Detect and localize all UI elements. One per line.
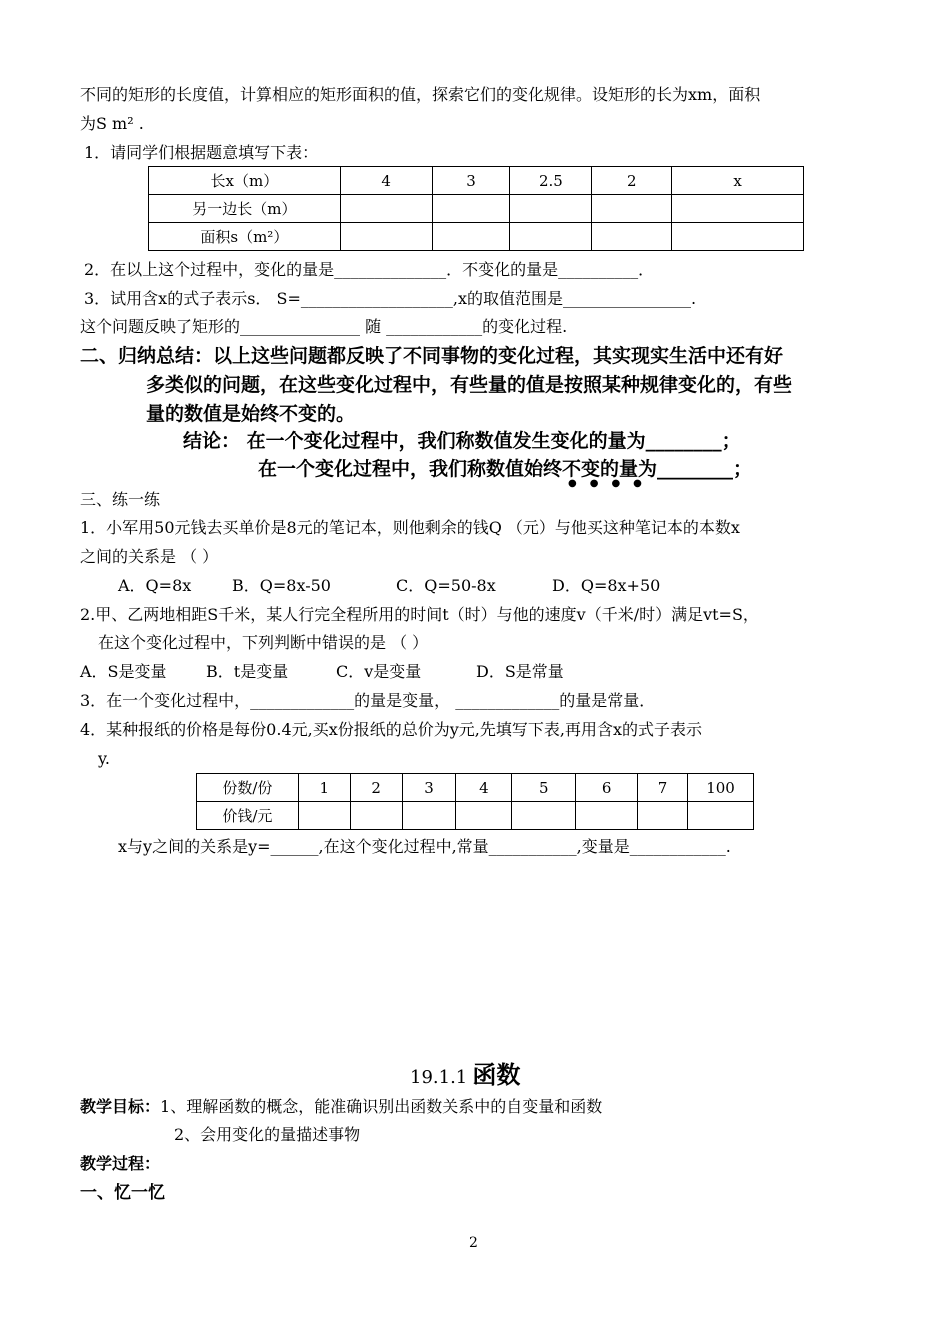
table-cell: 3 [432,167,510,195]
intro-line-2: 为S m² . [80,114,144,133]
part-1-heading: 一、忆一忆 [80,1183,165,1203]
table-cell[interactable] [340,195,432,223]
table-cell: x [672,167,804,195]
practice-heading: 三、练一练 [80,490,161,509]
table-cell: 4 [340,167,432,195]
summary-line-3: 量的数值是始终不变的。 [146,403,356,425]
table-cell: 面积s（m²） [149,223,341,251]
p4-line-1: 4．某种报纸的价格是每份0.4元,买x份报纸的总价为y元,先填写下表,再用含x的式子表示 [80,720,702,739]
summary-line-2: 多类似的问题，在这些变化过程中，有些量的值是按照某种规律变化的，有些 [146,374,793,396]
table-cell[interactable] [512,802,576,830]
goals-line [80,1096,602,1118]
table-cell: 2 [592,167,672,195]
p1-option-b[interactable]: B．Q=8x-50 [232,576,331,595]
table-cell: 1 [298,774,350,802]
q3-text: 3．试用含x的式子表示s． S=___________________,x的取值范围是________________. [84,289,697,308]
table-cell: 长x（m） [149,167,341,195]
table-cell: 7 [638,774,688,802]
summary-line-1: 二、归纳总结：以上这些问题都反映了不同事物的变化过程，其实现实生活中还有好 [80,345,784,367]
table-cell[interactable] [672,223,804,251]
table-cell: 5 [512,774,576,802]
goal-2: 2、会用变化的量描述事物 [174,1125,361,1144]
rectangle-table [148,166,804,251]
emphasis-dots: ●●●● [568,478,655,489]
goals-label: 教学目标： [80,1097,161,1116]
table-cell[interactable] [510,195,592,223]
table-cell[interactable] [592,223,672,251]
table-cell: 2 [350,774,402,802]
q1-label: 1．请同学们根据题意填写下表： [84,143,319,162]
intro-line-1: 不同的矩形的长度值，计算相应的矩形面积的值，探索它们的变化规律。设矩形的长为xm，面积 [80,85,761,104]
process-label: 教学过程： [80,1154,161,1173]
table-cell[interactable] [432,223,510,251]
p2-line-2: 在这个变化过程中，下列判断中错误的是 （ ） [98,633,429,652]
table-cell: 100 [688,774,754,802]
table-cell[interactable] [688,802,754,830]
p2-option-d[interactable]: D．S是常量 [476,662,564,681]
p1-option-c[interactable]: C．Q=50-8x [396,576,496,595]
table-cell[interactable] [638,802,688,830]
p4-line-2: y. [98,749,110,768]
table-cell: 价钱/元 [197,802,299,830]
table-cell: 份数/份 [197,774,299,802]
table-cell[interactable] [402,802,456,830]
table-cell[interactable] [350,802,402,830]
p3-text: 3．在一个变化过程中，_____________的量是变量， _____________的量是常量． [80,691,656,710]
page-number: 2 [469,1235,478,1251]
goal-1: 1、理解函数的概念，能准确识别出函数关系中的自变量和函数 [160,1097,603,1116]
p1-line-1: 1．小军用50元钱去买单价是8元的笔记本，则他剩余的钱Q （元）与他买这种笔记本的本数x [80,518,740,537]
p1-line-2: 之间的关系是 （ ） [80,547,219,566]
p1-option-d[interactable]: D．Q=8x+50 [552,576,661,595]
section-number: 19.1.1 [410,1067,468,1088]
p2-option-b[interactable]: B．t是变量 [206,662,289,681]
conclusion-2: 在一个变化过程中，我们称数值始终不变的量为________； [258,458,753,480]
q2-text: 2．在以上这个过程中，变化的量是______________．不变化的量是__________． [84,260,655,279]
p1-option-a[interactable]: A．Q=8x [118,576,192,595]
conclusion-1: 结论： 在一个变化过程中，我们称数值发生变化的量为________； [183,430,741,452]
table-cell[interactable] [672,195,804,223]
table-cell[interactable] [576,802,638,830]
table-cell: 6 [576,774,638,802]
reflect-text: 这个问题反映了矩形的_______________ 随 ____________的变化过程. [80,317,568,336]
p2-line-1: 2.甲、乙两地相距S千米，某人行完全程所用的时间t（时）与他的速度v（千米/时）满足vt=S， [80,605,759,624]
table-cell[interactable] [340,223,432,251]
table-cell: 2.5 [510,167,592,195]
section-heading [410,1060,521,1089]
p4-answer: x与y之间的关系是y=______,在这个变化过程中,常量___________,变量是____________. [118,837,731,856]
table-cell[interactable] [510,223,592,251]
newspaper-table [196,773,754,830]
p2-option-a[interactable]: A．S是变量 [80,662,167,681]
table-cell[interactable] [298,802,350,830]
p2-option-c[interactable]: C．v是变量 [336,662,422,681]
section-title: 函数 [472,1060,521,1089]
table-cell[interactable] [432,195,510,223]
table-cell: 4 [456,774,512,802]
table-cell[interactable] [456,802,512,830]
table-cell: 另一边长（m） [149,195,341,223]
table-cell: 3 [402,774,456,802]
table-cell[interactable] [592,195,672,223]
